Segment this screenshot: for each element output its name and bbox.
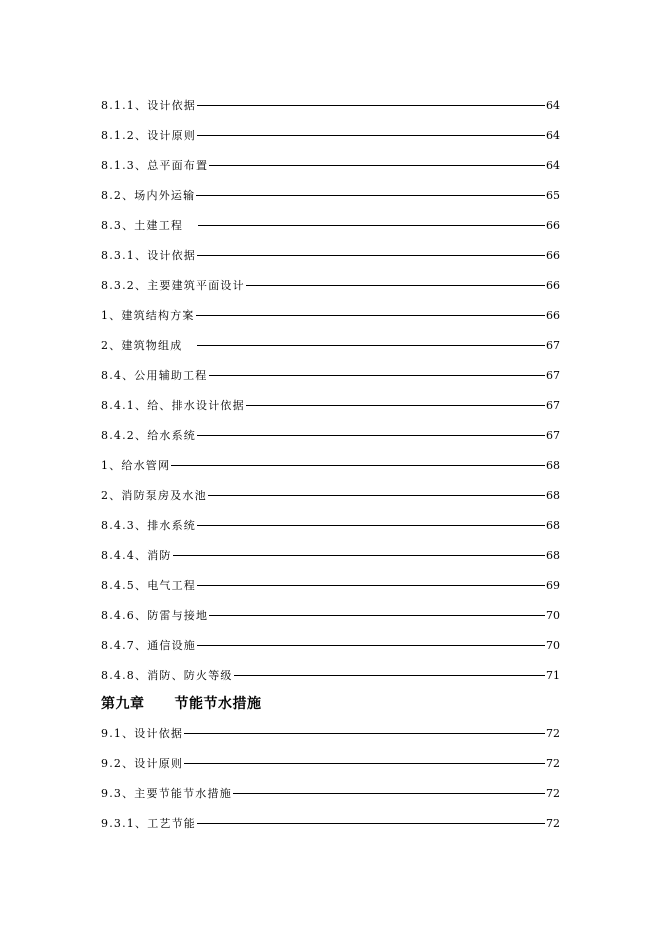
toc-entry[interactable] [101,330,560,360]
toc-entry-page: 67 [546,338,560,352]
toc-entry-label: 8.1.2、设计原则 [101,129,196,142]
toc-leader-line [197,345,545,346]
toc-leader-line [197,525,545,526]
toc-leader-line [234,675,545,676]
toc-entry[interactable] [101,90,560,120]
toc-leader-line [208,495,545,496]
toc-entry-label: 8.4.4、消防 [101,549,172,562]
toc-leader-line [197,645,545,646]
toc-entry[interactable] [101,180,560,210]
toc-entry[interactable] [101,300,560,330]
toc-entry-page: 68 [546,548,560,562]
toc-entry-label: 2、建筑物组成 [101,339,183,352]
toc-entry-page: 68 [546,458,560,472]
toc-entry-label: 9.3.1、工艺节能 [101,817,196,830]
toc-leader-line [209,165,545,166]
toc-entry-label: 8.3.2、主要建筑平面设计 [101,279,245,292]
toc-leader-line [197,435,545,436]
toc-leader-line [196,315,545,316]
toc-leader-line [246,405,545,406]
chapter-number: 第九章 [101,695,145,712]
toc-section-8 [101,90,560,690]
toc-entry-label: 8.4、公用辅助工程 [101,369,208,382]
toc-entry[interactable] [101,808,560,838]
toc-entry-label: 9.1、设计依据 [101,727,184,740]
toc-entry-label: 8.3、土建工程 [101,219,184,232]
toc-entry-label: 1、建筑结构方案 [101,309,195,322]
toc-entry[interactable] [101,120,560,150]
toc-entry[interactable] [101,748,560,778]
toc-entry-page: 72 [546,786,560,800]
toc-entry-page: 66 [546,278,560,292]
toc-entry-page: 66 [546,308,560,322]
toc-entry[interactable] [101,420,560,450]
toc-leader-line [198,225,545,226]
toc-entry[interactable] [101,600,560,630]
toc-leader-line [196,195,545,196]
toc-leader-line [197,135,545,136]
toc-entry[interactable] [101,718,560,748]
toc-entry-page: 66 [546,248,560,262]
toc-entry-label: 9.3、主要节能节水措施 [101,787,232,800]
toc-entry-label: 8.1.3、总平面布置 [101,159,209,172]
toc-entry-page: 68 [546,488,560,502]
toc-leader-line [184,733,545,734]
toc-leader-line [246,285,545,286]
toc-leader-line [209,615,545,616]
toc-section-9 [101,718,560,838]
toc-entry[interactable] [101,450,560,480]
toc-entry-page: 67 [546,398,560,412]
toc-entry-label: 8.4.8、消防、防火等级 [101,669,233,682]
toc-entry[interactable] [101,240,560,270]
toc-entry-label: 9.2、设计原则 [101,757,184,770]
toc-entry-label: 8.2、场内外运输 [101,189,196,202]
toc-entry-page: 67 [546,368,560,382]
toc-leader-line [184,763,545,764]
chapter-title: 节能节水措施 [174,695,262,712]
toc-entry-label: 8.3.1、设计依据 [101,249,196,262]
toc-entry-page: 66 [546,218,560,232]
toc-entry[interactable] [101,570,560,600]
toc-leader-line [209,375,546,376]
toc-entry-label: 2、消防泵房及水池 [101,489,207,502]
toc-entry-page: 65 [546,188,560,202]
toc-entry-label: 8.1.1、设计依据 [101,99,196,112]
toc-entry-page: 72 [546,756,560,770]
toc-entry[interactable] [101,630,560,660]
toc-entry-label: 8.4.3、排水系统 [101,519,196,532]
toc-entry-label: 8.4.1、给、排水设计依据 [101,399,245,412]
toc-entry-label: 8.4.2、给水系统 [101,429,196,442]
toc-entry[interactable] [101,778,560,808]
toc-entry-label: 8.4.6、防雷与接地 [101,609,209,622]
toc-entry-page: 71 [546,668,560,682]
toc-entry[interactable] [101,480,560,510]
toc-entry[interactable] [101,150,560,180]
toc-leader-line [197,105,545,106]
toc-entry[interactable] [101,390,560,420]
toc-leader-line [171,465,545,466]
toc-entry-page: 67 [546,428,560,442]
toc-entry-page: 69 [546,578,560,592]
toc-entry-page: 64 [546,158,560,172]
toc-entry[interactable] [101,270,560,300]
toc-leader-line [173,555,545,556]
toc-entry-label: 8.4.7、通信设施 [101,639,196,652]
toc-entry[interactable] [101,540,560,570]
toc-entry-page: 72 [546,816,560,830]
toc-entry-label: 1、给水管网 [101,459,171,472]
toc-entry-page: 64 [546,98,560,112]
toc-entry-page: 70 [546,608,560,622]
toc-entry[interactable] [101,660,560,690]
toc-entry-page: 72 [546,726,560,740]
toc-entry-page: 64 [546,128,560,142]
toc-entry-page: 68 [546,518,560,532]
toc-leader-line [197,255,545,256]
toc-entry[interactable] [101,210,560,240]
toc-leader-line [233,793,545,794]
table-of-contents [101,90,560,838]
toc-entry-page: 70 [546,638,560,652]
toc-entry-label: 8.4.5、电气工程 [101,579,196,592]
toc-leader-line [197,823,545,824]
chapter-heading [101,688,560,717]
toc-leader-line [197,585,545,586]
toc-entry[interactable] [101,510,560,540]
toc-entry[interactable] [101,360,560,390]
